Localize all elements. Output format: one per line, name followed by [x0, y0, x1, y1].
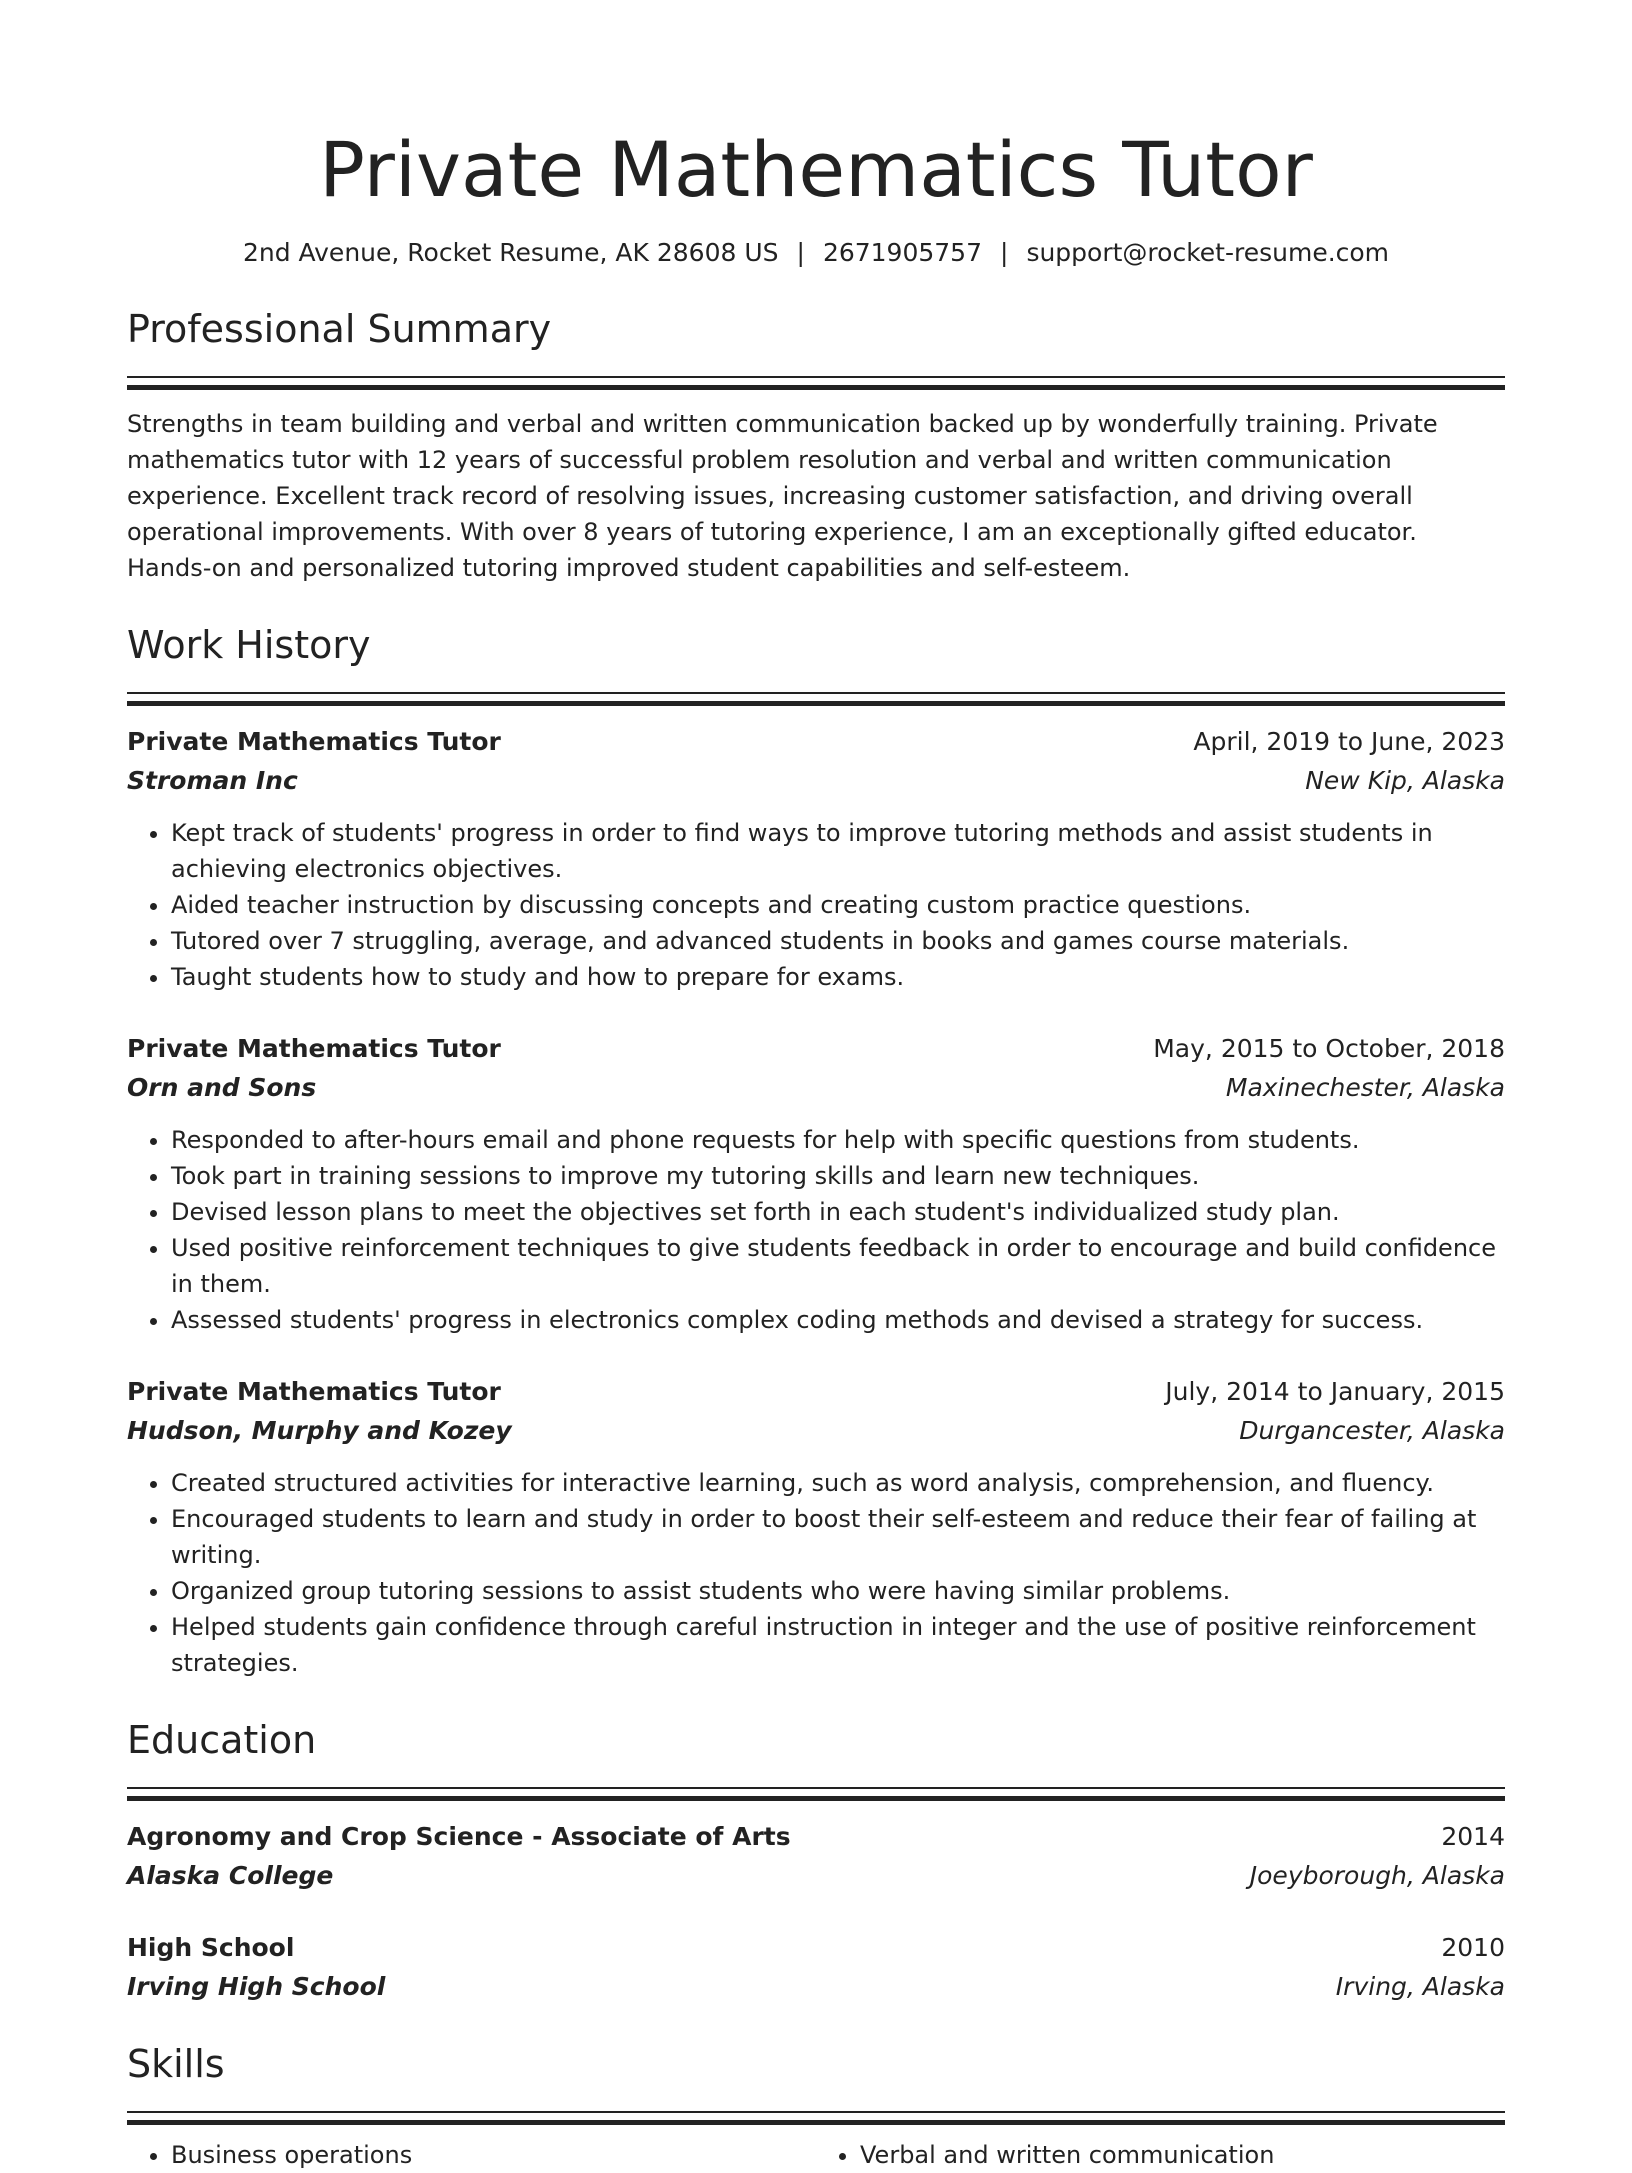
- job-bullet: • Assessed students' progress in electronics complex coding methods and devised a strategy for success.: [171, 1302, 1505, 1338]
- education-school: Irving High School: [127, 1972, 386, 2001]
- work-history-section: [127, 620, 1505, 1681]
- job-entry: [127, 1374, 1505, 1681]
- job-header: [127, 1374, 1505, 1410]
- job-header: [127, 1031, 1505, 1067]
- job-company: Stroman Inc: [127, 766, 298, 795]
- section-title-summary: Professional Summary: [127, 307, 552, 351]
- job-location: New Kip, Alaska: [1305, 766, 1505, 795]
- skills-column-left: [127, 2137, 816, 2173]
- contact-separator: |: [796, 238, 805, 267]
- section-divider: [127, 376, 1505, 390]
- education-year: 2010: [1441, 1933, 1505, 1962]
- section-title-work: Work History: [127, 623, 371, 667]
- contact-email[interactable]: support@rocket-resume.com: [1026, 238, 1390, 267]
- education-school: Alaska College: [127, 1861, 334, 1890]
- job-location: Durgancester, Alaska: [1239, 1416, 1505, 1445]
- education-subheader: [127, 1969, 1505, 2005]
- section-divider: [127, 2111, 1505, 2125]
- job-bullet: • Responded to after-hours email and phone requests for help with specific questions from students.: [171, 1122, 1505, 1158]
- job-bullet: • Used positive reinforcement techniques to give students feedback in order to encourage and build confidence in them.: [171, 1230, 1505, 1302]
- contact-separator: |: [1000, 238, 1009, 267]
- contact-address: 2nd Avenue, Rocket Resume, AK 28608 US: [242, 238, 779, 267]
- education-degree: High School: [127, 1933, 295, 1962]
- job-title: Private Mathematics Tutor: [127, 1034, 501, 1063]
- job-bullet: • Encouraged students to learn and study in order to boost their self-esteem and reduce their fear of failing at writing.: [171, 1501, 1505, 1573]
- job-dates: July, 2014 to January, 2015: [1165, 1377, 1505, 1406]
- job-bullets: [127, 815, 1505, 995]
- education-section: [127, 1715, 1505, 2005]
- section-title-education: Education: [127, 1718, 317, 1762]
- education-header: [127, 1819, 1505, 1855]
- job-subheader: [127, 763, 1505, 799]
- job-subheader: [127, 1413, 1505, 1449]
- summary-text: Strengths in team building and verbal and written communication backed up by wonderfully training. Private mathematics tutor with 12 years of successful problem resolution and verbal and written communication experience. Excellent track record of resolving issues, increasing customer satisfaction, and driving overall operational improvements. With over 8 years of tutoring experience, I am an exceptionally gifted educator. Hands-on and personalized tutoring improved student capabilities and self-esteem.: [127, 410, 1438, 582]
- skill-item: • Business operations: [171, 2137, 816, 2173]
- job-company: Orn and Sons: [127, 1073, 317, 1102]
- job-bullets: [127, 1122, 1505, 1338]
- summary-section: [127, 304, 1505, 586]
- job-dates: April, 2019 to June, 2023: [1193, 727, 1505, 756]
- education-location: Joeyborough, Alaska: [1249, 1861, 1505, 1890]
- education-year: 2014: [1441, 1822, 1505, 1851]
- skills-column-right: [816, 2137, 1505, 2173]
- contact-line: [127, 236, 1505, 270]
- skills-grid: [127, 2137, 1505, 2173]
- education-subheader: [127, 1858, 1505, 1894]
- job-subheader: [127, 1070, 1505, 1106]
- job-bullet: • Kept track of students' progress in order to find ways to improve tutoring methods and assist students in achieving electronics objectives.: [171, 815, 1505, 887]
- job-bullet: • Helped students gain confidence through careful instruction in integer and the use of positive reinforcement strategies.: [171, 1609, 1505, 1681]
- education-header: [127, 1930, 1505, 1966]
- job-bullet: • Taught students how to study and how to prepare for exams.: [171, 959, 1505, 995]
- education-entry: [127, 1930, 1505, 2005]
- resume-name: Private Mathematics Tutor: [319, 125, 1313, 214]
- job-bullet: • Devised lesson plans to meet the objectives set forth in each student's individualized study plan.: [171, 1194, 1505, 1230]
- job-bullet: • Created structured activities for interactive learning, such as word analysis, comprehension, and fluency.: [171, 1465, 1505, 1501]
- education-location: Irving, Alaska: [1335, 1972, 1505, 2001]
- section-divider: [127, 1787, 1505, 1801]
- job-dates: May, 2015 to October, 2018: [1153, 1034, 1505, 1063]
- job-entry: [127, 1031, 1505, 1338]
- job-entry: [127, 724, 1505, 995]
- education-entry: [127, 1819, 1505, 1894]
- job-bullet: • Organized group tutoring sessions to assist students who were having similar problems.: [171, 1573, 1505, 1609]
- skill-item: • Verbal and written communication: [860, 2137, 1505, 2173]
- job-title: Private Mathematics Tutor: [127, 727, 501, 756]
- section-title-skills: Skills: [127, 2042, 225, 2086]
- job-bullet: • Tutored over 7 struggling, average, and advanced students in books and games course materials.: [171, 923, 1505, 959]
- skills-section: [127, 2039, 1505, 2173]
- education-degree: Agronomy and Crop Science - Associate of Arts: [127, 1822, 791, 1851]
- job-company: Hudson, Murphy and Kozey: [127, 1416, 512, 1445]
- job-location: Maxinechester, Alaska: [1225, 1073, 1505, 1102]
- job-bullets: [127, 1465, 1505, 1681]
- contact-phone: 2671905757: [822, 238, 982, 267]
- job-bullet: • Aided teacher instruction by discussing concepts and creating custom practice questions.: [171, 887, 1505, 923]
- job-bullet: • Took part in training sessions to improve my tutoring skills and learn new techniques.: [171, 1158, 1505, 1194]
- job-header: [127, 724, 1505, 760]
- section-divider: [127, 692, 1505, 706]
- job-title: Private Mathematics Tutor: [127, 1377, 501, 1406]
